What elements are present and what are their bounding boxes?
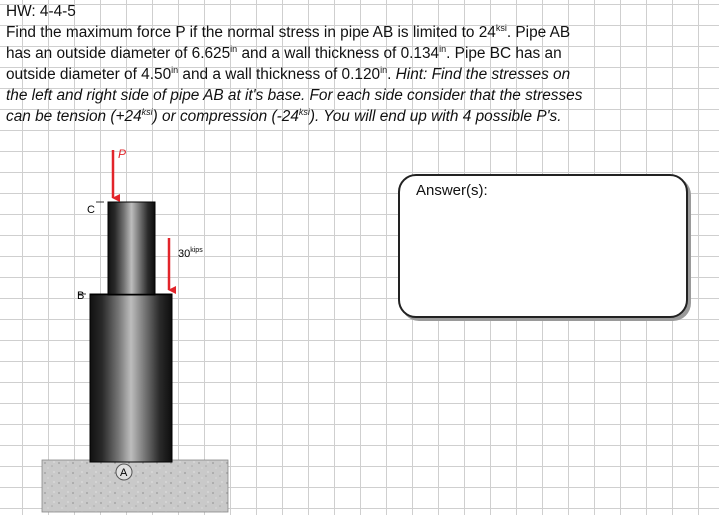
point-b-label: B xyxy=(77,290,85,302)
answer-box[interactable] xyxy=(398,174,688,318)
pipe-bc xyxy=(108,202,155,295)
problem-line-1: Find the maximum force P if the normal stress in pipe AB is limited to $24^{ksi}$. Pipe AB xyxy=(6,23,571,41)
force-p-label: P xyxy=(118,147,127,161)
load-30kips-label: $30^{kips}$ xyxy=(178,247,203,260)
point-a-label: A xyxy=(120,467,128,479)
answer-label: Answer(s): xyxy=(416,182,488,199)
problem-line-3: outside diameter of $4.50^{in}$ and a wall thickness of $0.120^{in}$. Hint: Find the stresses on xyxy=(6,65,571,83)
problem-line-4: the left and right side of pipe AB at it's base. For each side consider that the stresses xyxy=(6,87,583,104)
problem-line-5: can be tension $(+24^{ksi})$ or compression $(-24^{ksi})$. You will end up with 4 possible P's. xyxy=(6,107,562,125)
ground-base xyxy=(42,460,228,512)
problem-line-2: has an outside diameter of $6.625^{in}$ and a wall thickness of $0.134^{in}$. Pipe BC has an xyxy=(6,44,562,62)
pipe-ab xyxy=(90,294,172,462)
point-c-label: C xyxy=(87,204,95,216)
problem-title: HW: 4-4-5 xyxy=(6,3,76,20)
